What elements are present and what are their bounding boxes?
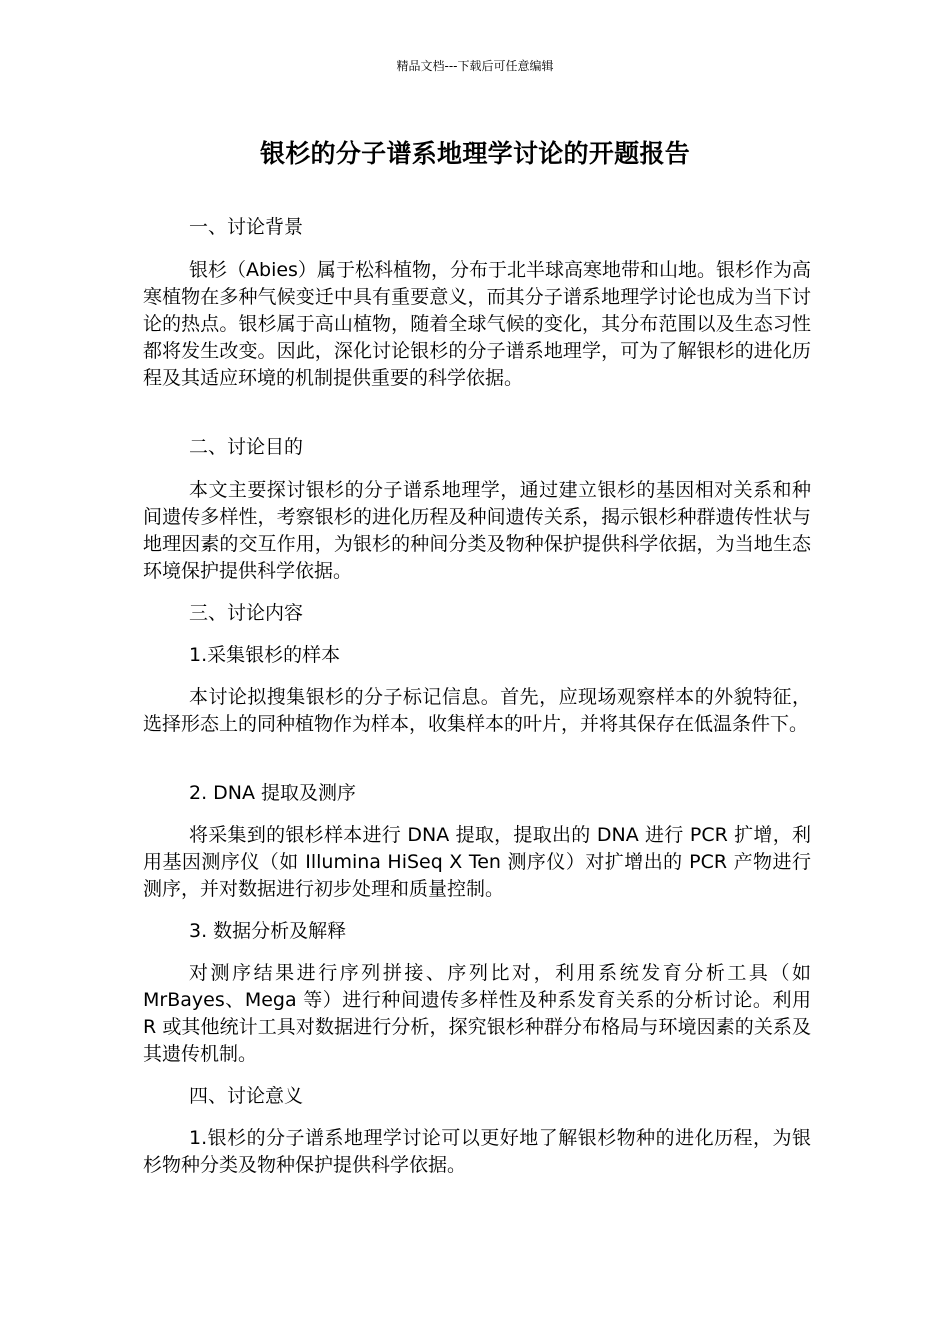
section-paragraph-purpose: 本文主要探讨银杉的分子谱系地理学，通过建立银杉的基因相对关系和种间遗传多样性，考察银杉的进化历程及种间遗传关系，揭示银杉种群遗传性状与地理因素的交互作用，为银杉的种间分类及物种保护提供科学依据，为当地生态环境保护提供科学依据。 [143,479,811,582]
subsection-paragraph-analysis: 对测序结果进行序列拼接、序列比对，利用系统发育分析工具（如 MrBayes、Mega 等）进行种间遗传多样性及种系发育关系的分析讨论。利用 R 或其他统计工具对数据进行分析，探究银杉种群分布格局与环境因素的关系及其遗传机制。 [143,962,811,1065]
section-paragraph-background: 银杉（Abies）属于松科植物，分布于北半球高寒地带和山地。银杉作为高寒植物在多种气候变迁中具有重要意义，而其分子谱系地理学讨论也成为当下讨论的热点。银杉属于高山植物，随着全球气候的变化，其分布范围以及生态习性都将发生改变。因此，深化讨论银杉的分子谱系地理学，可为了解银杉的进化历程及其适应环境的机制提供重要的科学依据。 [143,259,811,389]
section-heading-content: 三、讨论内容 [189,602,304,624]
section-heading-purpose: 二、讨论目的 [189,436,304,458]
section-heading-significance: 四、讨论意义 [189,1085,304,1107]
subsection-heading-dna: 2. DNA 提取及测序 [189,782,357,804]
subsection-heading-sampling: 1.采集银杉的样本 [189,644,341,666]
section-heading-background: 一、讨论背景 [189,216,304,238]
section-paragraph-significance: 1.银杉的分子谱系地理学讨论可以更好地了解银杉物种的进化历程，为银杉物种分类及物种保护提供科学依据。 [143,1127,811,1176]
subsection-paragraph-sampling: 本讨论拟搜集银杉的分子标记信息。首先，应现场观察样本的外貌特征，选择形态上的同种植物作为样本，收集样本的叶片，并将其保存在低温条件下。 [143,686,811,735]
document-title: 银杉的分子谱系地理学讨论的开题报告 [259,139,691,168]
subsection-heading-analysis: 3. 数据分析及解释 [189,920,347,942]
subsection-paragraph-dna: 将采集到的银杉样本进行 DNA 提取，提取出的 DNA 进行 PCR 扩增，利用基因测序仪（如 Illumina HiSeq X Ten 测序仪）对扩增出的 PCR 产物进行测序，并对数据进行初步处理和质量控制。 [143,824,811,900]
header-note: 精品文档---下载后可任意编辑 [396,59,554,73]
